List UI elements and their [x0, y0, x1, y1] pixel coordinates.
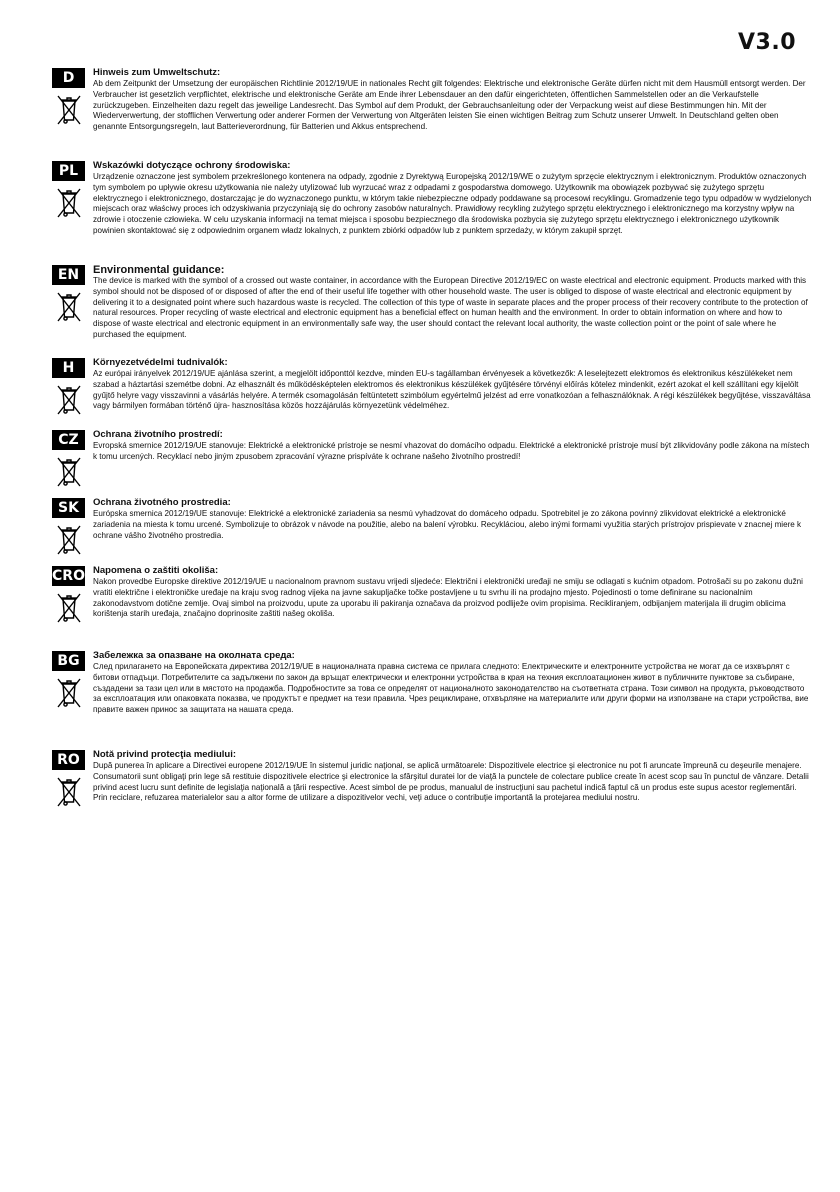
section-heading: Ochrana životního prostredí:	[93, 429, 223, 440]
section-sk	[52, 497, 812, 541]
language-badge-sk: SK	[52, 498, 85, 518]
language-badge-cz: CZ	[52, 430, 85, 450]
section-hr	[52, 565, 812, 620]
language-badge-ro: RO	[52, 750, 85, 770]
version-label: V3.0	[738, 30, 796, 55]
section-body: Nakon provedbe Europske direktive 2012/19/UE u nacionalnom pravnom sustavu vrijedi sljedeće: Električni i elektronički uređaji ne smiju se odlagati s kućnim otpadom. Potrošači su po zakonu dužni vratiti električne i elektroničke uređaje na kraju svog radnog vijeka na javne sakupljačke točke postavljene u tu svrhu ili na prodajno mjesto. Pojedinosti o tome definirane su nacionalnim zakonodavstvom dotične zemlje. Ovaj simbol na proizvodu, upute za uporabu ili pakiranja označava da proizvod podliježe ovim propisima. Recikliranjem, odbijanjem materijala ili drugim oblicima korištenja starih uređaja, značajno doprinosite zaštiti našeg okoliša.	[93, 577, 803, 619]
crossed-bin-icon	[56, 677, 82, 711]
section-body: Ab dem Zeitpunkt der Umsetzung der europäischen Richtlinie 2012/19/UE in nationales Recht gilt folgendes: Elektrische und elektronische Geräte dürfen nicht mit dem Hausmüll entsorgt werden. Der Verbraucher ist gesetzlich verpflichtet, elektrische und elektronische Geräte am Ende ihrer Lebensdauer an den dafür eingerichteten, öffentlichen Sammelstellen oder an die Verkaufstelle zurückzugeben. Einzelheiten dazu regelt das jeweilige Landesrecht. Das Symbol auf dem Produkt, der Gebrauchsanleitung oder der Verpackung weist auf diese Bestimmungen hin. Mit der Wiederverwertung, der stofflichen Verwertung oder anderer Formen der Verwertung von Altgeräten leisten Sie einen wichtigen Beitrag zum Schutz unserer Umwelt. In Deutschland gelten oben genannte Entsorgungsregeln, laut Batterieverordnung, für Batterien und Akkus entsprechend.	[93, 79, 806, 132]
section-heading: Environmental guidance:	[93, 264, 225, 276]
section-heading: Ochrana životného prostredia:	[93, 497, 231, 508]
crossed-bin-icon	[56, 592, 82, 626]
section-cz	[52, 429, 812, 463]
section-body: Az európai irányelvek 2012/19/UE ajánlása szerint, a megjelölt időponttól kezdve, minden EU-s tagállamban érvényesek a következők: A leselejtezett elektromos és elektronikus készülékeket nem szabad a háztartási szemétbe dobni. Az elhasznált és működésképtelen elektromos és elektronikus készülékek gyűjtésére törvényi előírás kötelez mindenkit, ezért azokat el kell szállítani egy kijelölt gyűjtő helyre vagy visszavinni a vásárlás helyére. A termék csomagolásán feltüntetett szimbólum egyértelmű jelzést ad erre vonatkozóan a felhasználóknak. A régi készülékek begyűjtése, visszaváltása vagy bármilyen formában történő újra- hasznosítása közös hozzájárulás környezetünk védelméhez.	[93, 369, 811, 411]
section-ro	[52, 749, 812, 804]
section-heading: Wskazówki dotyczące ochrony środowiska:	[93, 160, 291, 171]
section-body: După punerea în aplicare a Directivei europene 2012/19/UE în sistemul juridic naţional, se aplică următoarele: Dispozitivele electrice şi electronice nu pot fi aruncate împreună cu deşeurile menajere. Consumatorii sunt obligaţi prin lege să restituie dispozitivele electrice şi electronice la sfârşitul duratei lor de viaţă la punctele de colectare publice create în acest scop sau în punctul de vânzare. Detalii privind acest lucru sunt definite de legislaţia naţională a ţării respective. Acest simbol de pe produs, manualul de instrucţiuni sau pachetul indică faptul că un produs este supus acestor reglementări. Prin reciclare, refuzarea materialelor sau a altor forme de utilizare a dispozitivelor vechi, veţi aduce o contribuţie importantă la protejarea mediului nostru.	[93, 761, 809, 803]
crossed-bin-icon	[56, 291, 82, 325]
language-badge-pl: PL	[52, 161, 85, 181]
language-badge-hr: CRO	[52, 568, 85, 584]
crossed-bin-icon	[56, 94, 82, 128]
section-de	[52, 67, 812, 133]
section-body: Urządzenie oznaczone jest symbolem przekreślonego kontenera na odpady, zgodnie z Dyrektywą Europejską 2012/19/WE o zużytym sprzęcie elektrycznym i elektronicznym. Produktów oznaczonych tym symbolem po upływie okresu użytkowania nie należy utylizować lub wyrzucać wraz z odpadami z gospodarstwa domowego. Użytkownik ma obowiązek pozbywać się zużytego sprzętu elektrycznego i elektronicznego, dostarczając je do wyznaczonego punktu, w którym takie niebezpieczne odpady poddawane są procesowi recyklingu. Gromadzenie tego typu odpadów w wydzielonych miejscach oraz właściwy proces ich odzyskiwania przyczyniają się do ochrony zasobów naturalnych. Prawidłowy recykling zużytego sprzętu elektrycznego i elektronicznego ma korzystny wpływ na zdrowie i otoczenie człowieka. W celu uzyskania informacji na temat miejsca i sposobu bezpiecznego dla środowiska pozbycia się zużytego sprzętu elektrycznego i elektronicznego użytkownik powinien skontaktować się z odpowiednim organem władz lokalnych, z punktem zbiórki odpadów lub z punktem sprzedaży, w którym zakupił sprzęt.	[93, 172, 812, 235]
language-badge-bg: BG	[52, 651, 85, 671]
section-bg	[52, 650, 812, 716]
section-heading: Környezetvédelmi tudnivalók:	[93, 357, 228, 368]
crossed-bin-icon	[56, 524, 82, 558]
section-heading: Napomena o zaštiti okoliša:	[93, 565, 219, 576]
crossed-bin-icon	[56, 187, 82, 221]
section-body: След прилагането на Европейската директива 2012/19/UE в националната правна система се прилага следното: Електрическите и електронните устройства не могат да се изхвърлят с битови отпадъци. Потребителите са задължени по закон да връщат електрически и електронни устройства в края на техния експлоатационен живот в публичните пунктове за събиране, създадени за тази цел или в мястото на продажба. Подробностите за това се определят от националното законодателство на съответната страна. Този символ на продукта, ръководството за експлоатация или опаковката показва, че продуктът е предмет на тези правила. Чрез рециклиране, отхвърляне на материалите или други форми на използване на стари устройства, вие правите важен принос за защитата на нашата среда.	[93, 662, 809, 715]
section-pl	[52, 160, 812, 237]
section-heading: Notă privind protecţia mediului:	[93, 749, 237, 760]
crossed-bin-icon	[56, 776, 82, 810]
language-badge-de: D	[52, 68, 85, 88]
section-body: Evropská smernice 2012/19/UE stanovuje: Elektrické a elektronické prístroje se nesmí vhazovat do domácího odpadu. Elektrické a elektronické prístroje musí být zlikvidovány podle zákona na místech k tomu urcených. Recyklací nebo jiným zpusobem zpracování výrazne prispíváte k ochrane našeho životního prostredí!	[93, 441, 810, 461]
section-heading: Hinweis zum Umweltschutz:	[93, 67, 221, 78]
language-badge-en: EN	[52, 265, 85, 285]
section-hu	[52, 357, 812, 412]
crossed-bin-icon	[56, 456, 82, 490]
section-body: The device is marked with the symbol of a crossed out waste container, in accordance with the European Directive 2012/19/EC on waste electrical and electronic equipment. Products marked with this symbol should not be disposed of or disposed of after the end of their useful life together with other household waste. The user is obliged to dispose of waste electrical and electronic equipment by delivering it to a designated point where such hazardous waste is recycled. The collection of this type of waste in separate places and the proper process of their recovery contribute to the protection of natural resources. Proper recycling of waste electrical and electronic equipment has a beneficial effect on human health and the environment. In order to obtain information on where and how to dispose of waste electrical and electronic equipment in an environmentally safe way, the user should contact the relevant local authority, the waste collection point or the point of sale where he purchased the equipment.	[93, 276, 808, 339]
language-badge-hu: H	[52, 358, 85, 378]
crossed-bin-icon	[56, 384, 82, 418]
section-body: Európska smernica 2012/19/UE stanovuje: Elektrické a elektronické zariadenia sa nesmú vyhadzovat do domáceho odpadu. Spotrebitel je zo zákona povinný zlikvidovat elektrické a elektronické zariadenia na miesta k tomu urcené. Symbolizuje to obrázok v návode na použitie, alebo na balení výrobku. Recykláciou, alebo inými formami využitia starých prístrojov prispievate v znacnej miere k ochrane vášho životného prostredia.	[93, 509, 802, 540]
section-en	[52, 264, 812, 341]
section-heading: Забележка за опазване на околната среда:	[93, 650, 295, 661]
